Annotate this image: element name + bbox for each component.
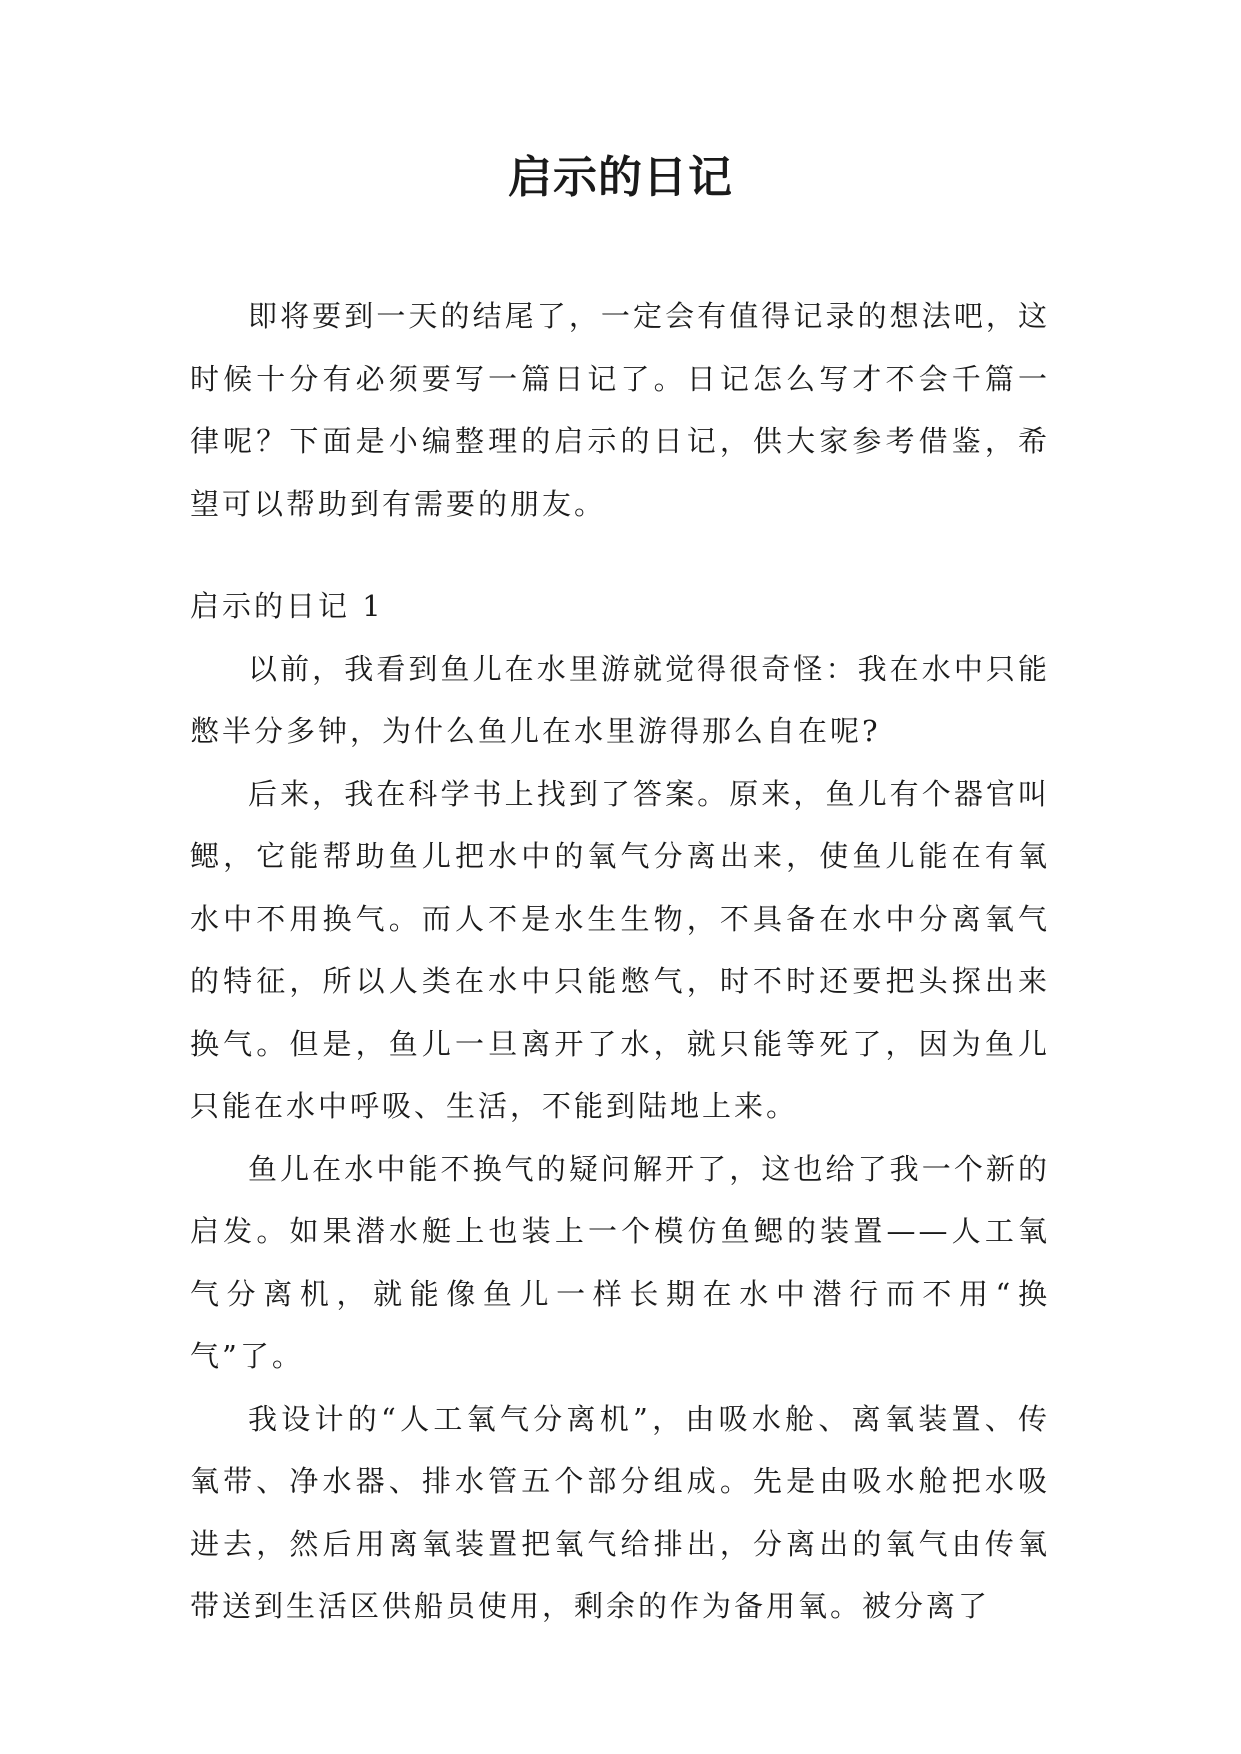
section-heading: 启示的日记 1 [190,589,384,623]
content-block [190,575,1050,1638]
body-paragraph-3: 鱼儿在水中能不换气的疑问解开了，这也给了我一个新的启发。如果潜水艇上也装上一个模仿鱼鳃的装置——人工氧气分离机，就能像鱼儿一样长期在水中潜行而不用“换气”了。 [190,1151,1050,1373]
intro-block [190,285,1050,535]
body-paragraph-1: 以前，我看到鱼儿在水里游就觉得很奇怪：我在水中只能憋半分多钟，为什么鱼儿在水里游得那么自在呢? [190,651,1050,748]
body-paragraph-2: 后来，我在科学书上找到了答案。原来，鱼儿有个器官叫鳃，它能帮助鱼儿把水中的氧气分离出来，使鱼儿能在有氧水中不用换气。而人不是水生生物，不具备在水中分离氧气的特征，所以人类在水中只能憋气，时不时还要把头探出来换气。但是，鱼儿一旦离开了水，就只能等死了，因为鱼儿只能在水中呼吸、生活，不能到陆地上来。 [190,776,1050,1123]
body-paragraph-4: 我设计的“人工氧气分离机”，由吸水舱、离氧装置、传氧带、净水器、排水管五个部分组成。先是由吸水舱把水吸进去，然后用离氧装置把氧气给排出，分离出的氧气由传氧带送到生活区供船员使用，剩余的作为备用氧。被分离了 [190,1401,1050,1623]
intro-paragraph: 即将要到一天的结尾了，一定会有值得记录的想法吧，这时候十分有必须要写一篇日记了。日记怎么写才不会千篇一律呢？下面是小编整理的启示的日记，供大家参考借鉴，希望可以帮助到有需要的朋友。 [190,299,1050,521]
document-title: 启示的日记 [508,152,733,203]
